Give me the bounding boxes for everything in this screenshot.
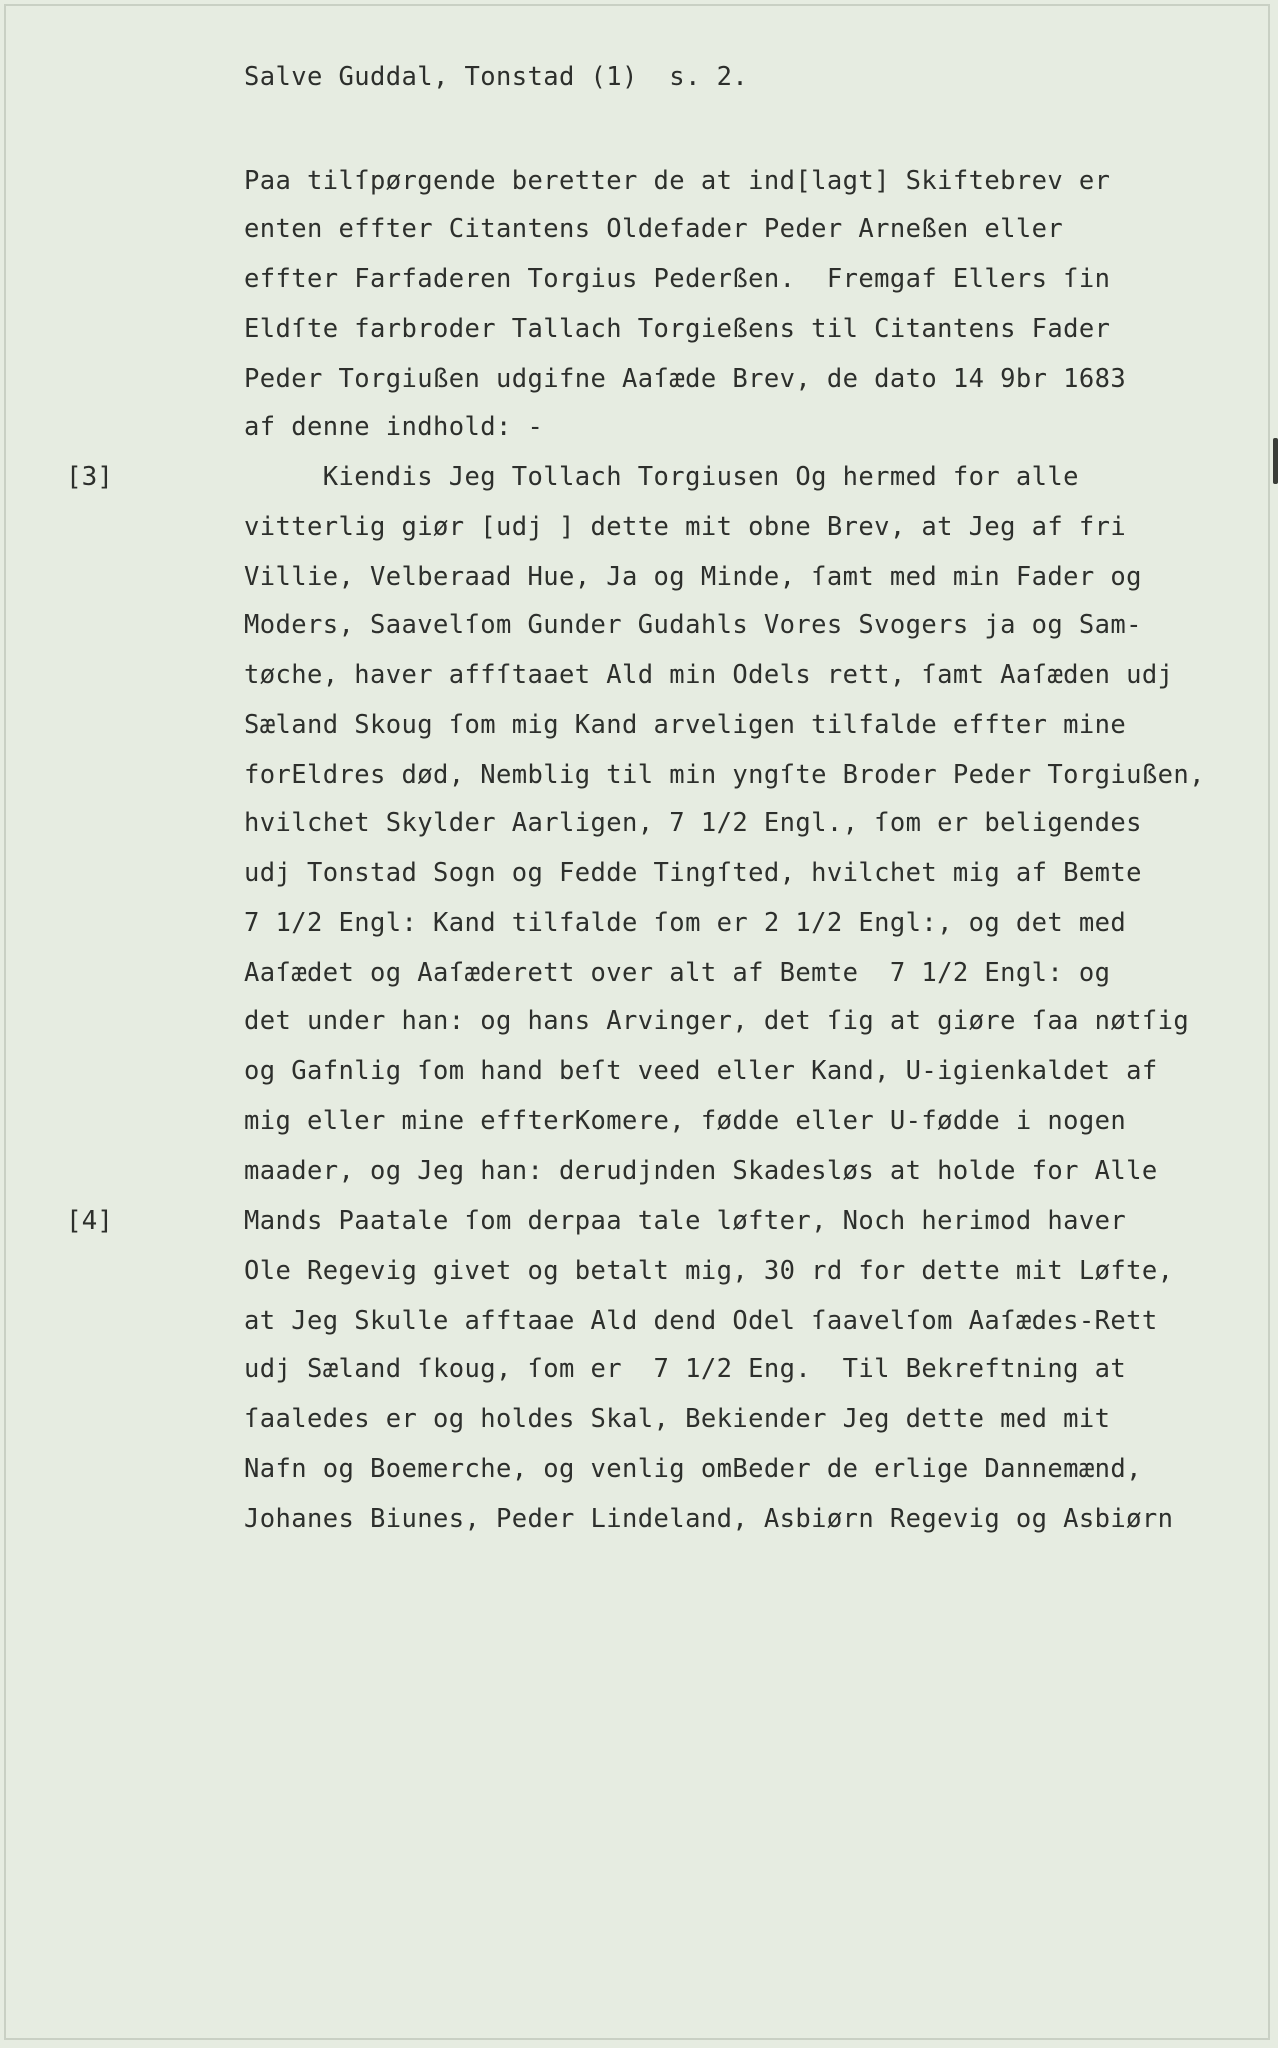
text-line-7: Kiendis Jeg Tollach Torgiusen Og hermed for alle xyxy=(244,462,1079,492)
text-line-1: Paa tilſpørgende beretter de at ind[lagt] Skiftebrev er xyxy=(244,166,1111,196)
text-line-19: og Gafnlig ſom hand beſt veed eller Kand, U-igienkaldet af xyxy=(244,1056,1158,1086)
text-line-3: effter Farfaderen Torgius Pederßen. Fremgaf Ellers ſin xyxy=(244,264,1111,294)
section-marker-3: [3] xyxy=(66,462,113,492)
text-line-10: Moders, Saavelſom Gunder Gudahls Vores Svogers ja og Sam- xyxy=(244,610,1142,640)
text-line-4: Eldſte farbroder Tallach Torgießens til Citantens Fader xyxy=(244,314,1111,344)
text-line-23: Ole Regevig givet og betalt mig, 30 rd for dette mit Løfte, xyxy=(244,1256,1174,1286)
text-line-15: udj Tonstad Sogn og Fedde Tingſted, hvilchet mig af Bemte xyxy=(244,858,1142,888)
text-line-13: forEldres død, Nemblig til min yngſte Broder Peder Torgiußen, xyxy=(244,760,1205,790)
text-line-9: Villie, Velberaad Hue, Ja og Minde, ſamt med min Fader og xyxy=(244,562,1142,592)
text-line-17: Aaſædet og Aaſæderett over alt af Bemte 7 1/2 Engl: og xyxy=(244,958,1111,988)
document-header: Salve Guddal, Tonstad (1) s. 2. xyxy=(244,62,749,92)
text-line-6: af denne indhold: - xyxy=(244,412,544,442)
text-line-27: Nafn og Boemerche, og venlig omBeder de erlige Dannemænd, xyxy=(244,1454,1142,1484)
text-line-25: udj Sæland ſkoug, ſom er 7 1/2 Eng. Til Bekreftning at xyxy=(244,1354,1127,1384)
text-line-5: Peder Torgiußen udgifne Aaſæde Brev, de dato 14 9br 1683 xyxy=(244,364,1127,394)
text-line-18: det under han: og hans Arvinger, det ſig at giøre ſaa nøtſig xyxy=(244,1006,1190,1036)
text-line-21: maader, og Jeg han: derudjnden Skadesløs at holde for Alle xyxy=(244,1156,1158,1186)
text-line-12: Sæland Skoug ſom mig Kand arveligen tilfalde effter mine xyxy=(244,710,1127,740)
binding-edge-mark xyxy=(1273,438,1278,484)
text-line-20: mig eller mine effterKomere, fødde eller U-fødde i nogen xyxy=(244,1106,1127,1136)
text-line-26: ſaaledes er og holdes Skal, Bekiender Jeg dette med mit xyxy=(244,1404,1111,1434)
text-line-22: Mands Paatale ſom derpaa tale løfter, Noch herimod haver xyxy=(244,1206,1127,1236)
text-line-8: vitterlig giør [udj ] dette mit obne Brev, at Jeg af fri xyxy=(244,512,1127,542)
text-line-14: hvilchet Skylder Aarligen, 7 1/2 Engl., ſom er beligendes xyxy=(244,808,1142,838)
text-line-16: 7 1/2 Engl: Kand tilfalde ſom er 2 1/2 Engl:, og det med xyxy=(244,908,1127,938)
text-line-24: at Jeg Skulle afftaae Ald dend Odel ſaavelſom Aaſædes-Rett xyxy=(244,1306,1158,1336)
text-line-2: enten effter Citantens Oldefader Peder Arneßen eller xyxy=(244,214,1064,244)
text-line-11: tøche, haver affſtaaet Ald min Odels rett, ſamt Aaſæden udj xyxy=(244,660,1174,690)
section-marker-4: [4] xyxy=(66,1206,113,1236)
text-line-28: Johanes Biunes, Peder Lindeland, Asbiørn Regevig og Asbiørn xyxy=(244,1504,1174,1534)
